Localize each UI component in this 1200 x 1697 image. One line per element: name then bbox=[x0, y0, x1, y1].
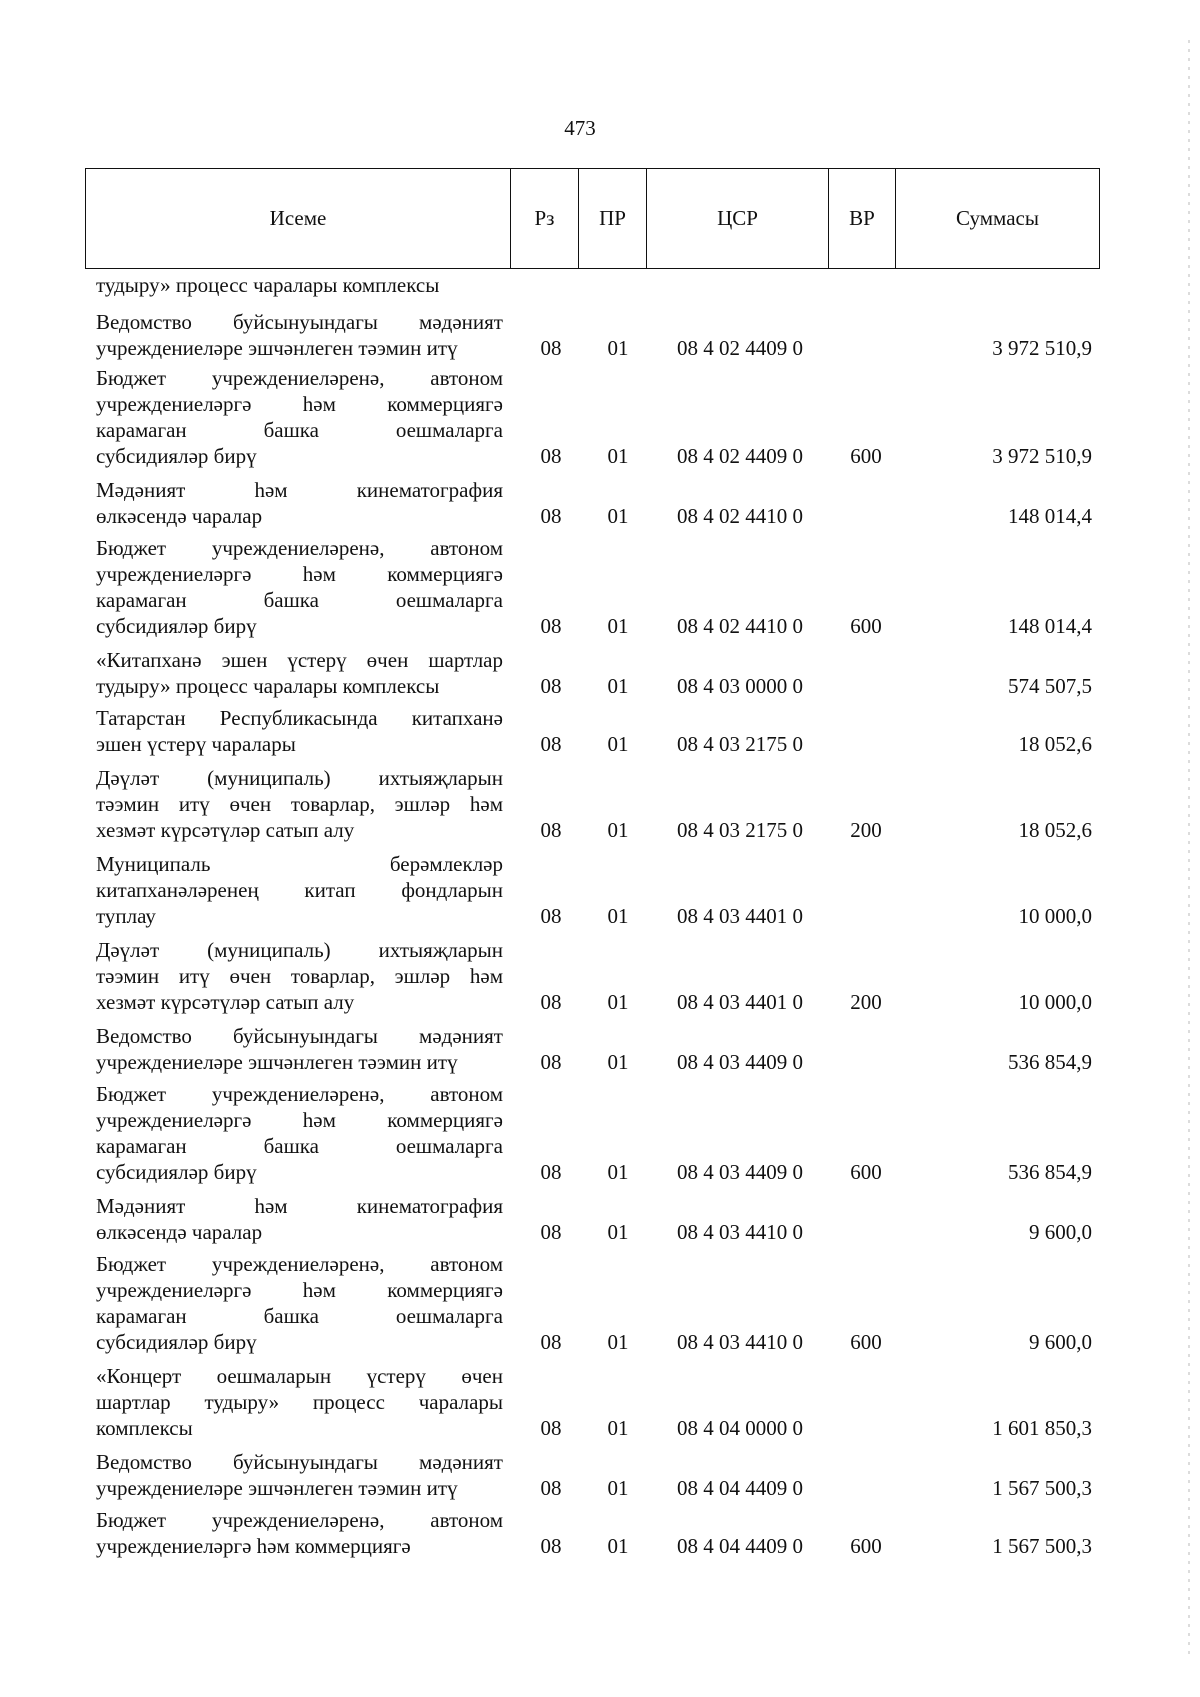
row-name-line: Муниципаль берәмлекләр bbox=[96, 852, 503, 876]
row-name bbox=[96, 1363, 503, 1441]
row-name bbox=[96, 272, 503, 298]
row-rz: 08 bbox=[540, 336, 562, 360]
row-name bbox=[96, 1081, 503, 1185]
row-csr: 08 4 03 2175 0 bbox=[677, 732, 803, 756]
row-name-line: учреждениеләре эшчәнлеген тәэмин итү bbox=[96, 1476, 458, 1500]
row-name-line: Бюджет учреждениеләренә, автоном bbox=[96, 536, 503, 560]
row-rz: 08 bbox=[540, 614, 562, 638]
row-name bbox=[96, 477, 503, 529]
row-rz: 08 bbox=[540, 1476, 562, 1500]
row-rz: 08 bbox=[540, 444, 562, 468]
row-name-line: субсидияләр бирү bbox=[96, 444, 257, 468]
row-csr: 08 4 02 4410 0 bbox=[677, 614, 803, 638]
row-name bbox=[96, 1251, 503, 1355]
row-pr: 01 bbox=[607, 1330, 629, 1354]
row-pr: 01 bbox=[607, 732, 629, 756]
row-name-line: Ведомство буйсынуындагы мәдәният bbox=[96, 1450, 503, 1474]
row-sum: 148 014,4 bbox=[1008, 504, 1092, 528]
row-name-line: учреждениеләре эшчәнлеген тәэмин итү bbox=[96, 1050, 458, 1074]
row-name bbox=[96, 309, 503, 361]
row-name-line: өлкәсендә чаралар bbox=[96, 1220, 263, 1244]
row-pr: 01 bbox=[607, 1050, 629, 1074]
row-sum: 536 854,9 bbox=[1008, 1050, 1092, 1074]
row-pr: 01 bbox=[607, 1220, 629, 1244]
row-vr: 600 bbox=[850, 1534, 882, 1558]
row-name-line: «Китапханә эшен үстерү өчен шартлар bbox=[96, 648, 503, 672]
row-sum: 9 600,0 bbox=[1029, 1220, 1092, 1244]
row-name bbox=[96, 535, 503, 639]
row-vr: 200 bbox=[850, 818, 882, 842]
header-vr: ВР bbox=[829, 169, 896, 268]
row-name-line: субсидияләр бирү bbox=[96, 614, 257, 638]
row-name-line: карамаган башка оешмаларга bbox=[96, 1304, 503, 1328]
row-name-line: Бюджет учреждениеләренә, автоном bbox=[96, 1508, 503, 1532]
row-name-line: учреждениеләргә һәм коммерциягә bbox=[96, 1108, 503, 1132]
row-name-line: субсидияләр бирү bbox=[96, 1330, 257, 1354]
row-sum: 10 000,0 bbox=[1018, 990, 1092, 1014]
row-sum: 3 972 510,9 bbox=[992, 444, 1092, 468]
row-pr: 01 bbox=[607, 336, 629, 360]
row-name bbox=[96, 705, 503, 757]
row-name-line: Мәдәният һәм кинематография bbox=[96, 478, 503, 502]
row-rz: 08 bbox=[540, 674, 562, 698]
row-name-line: субсидияләр бирү bbox=[96, 1160, 257, 1184]
header-name: Исеме bbox=[86, 169, 511, 268]
row-pr: 01 bbox=[607, 904, 629, 928]
row-name bbox=[96, 365, 503, 469]
row-sum: 148 014,4 bbox=[1008, 614, 1092, 638]
row-pr: 01 bbox=[607, 1476, 629, 1500]
row-name bbox=[96, 1193, 503, 1245]
row-name bbox=[96, 937, 503, 1015]
row-rz: 08 bbox=[540, 1050, 562, 1074]
row-csr: 08 4 03 2175 0 bbox=[677, 818, 803, 842]
row-csr: 08 4 02 4409 0 bbox=[677, 444, 803, 468]
row-rz: 08 bbox=[540, 1330, 562, 1354]
row-csr: 08 4 02 4409 0 bbox=[677, 336, 803, 360]
row-name-line: тәэмин итү өчен товарлар, эшләр һәм bbox=[96, 964, 503, 988]
row-sum: 18 052,6 bbox=[1018, 818, 1092, 842]
row-pr: 01 bbox=[607, 1160, 629, 1184]
row-name-line: Татарстан Республикасында китапханә bbox=[96, 706, 503, 730]
row-name-line: учреждениеләре эшчәнлеген тәэмин итү bbox=[96, 336, 458, 360]
row-sum: 9 600,0 bbox=[1029, 1330, 1092, 1354]
row-sum: 10 000,0 bbox=[1018, 904, 1092, 928]
row-pr: 01 bbox=[607, 818, 629, 842]
row-name-line: Ведомство буйсынуындагы мәдәният bbox=[96, 310, 503, 334]
scan-edge-noise bbox=[1188, 40, 1190, 1660]
row-name-line: тәэмин итү өчен товарлар, эшләр һәм bbox=[96, 792, 503, 816]
row-name-line: учреждениеләргә һәм коммерциягә bbox=[96, 392, 503, 416]
row-sum: 1 601 850,3 bbox=[992, 1416, 1092, 1440]
row-csr: 08 4 02 4410 0 bbox=[677, 504, 803, 528]
header-pr: ПР bbox=[579, 169, 647, 268]
row-pr: 01 bbox=[607, 504, 629, 528]
row-name-line: Бюджет учреждениеләренә, автоном bbox=[96, 1252, 503, 1276]
header-sum: Суммасы bbox=[956, 206, 1039, 230]
row-csr: 08 4 03 4410 0 bbox=[677, 1220, 803, 1244]
row-pr: 01 bbox=[607, 444, 629, 468]
row-name-line: комплексы bbox=[96, 1416, 193, 1440]
row-name-line: карамаган башка оешмаларга bbox=[96, 418, 503, 442]
row-name bbox=[96, 1023, 503, 1075]
row-vr: 200 bbox=[850, 990, 882, 1014]
row-rz: 08 bbox=[540, 1416, 562, 1440]
row-pr: 01 bbox=[607, 1416, 629, 1440]
row-csr: 08 4 03 4409 0 bbox=[677, 1050, 803, 1074]
row-name-line: Мәдәният һәм кинематография bbox=[96, 1194, 503, 1218]
row-csr: 08 4 04 0000 0 bbox=[677, 1416, 803, 1440]
row-sum: 3 972 510,9 bbox=[992, 336, 1092, 360]
row-csr: 08 4 03 4401 0 bbox=[677, 990, 803, 1014]
page-number: 473 bbox=[564, 116, 596, 140]
row-sum: 18 052,6 bbox=[1018, 732, 1092, 756]
header-rz: Рз bbox=[511, 169, 579, 268]
row-name-line: шартлар тудыру» процесс чаралары bbox=[96, 1390, 503, 1414]
row-name-line: Дәүләт (муниципаль) ихтыяҗларын bbox=[96, 938, 503, 962]
row-rz: 08 bbox=[540, 1220, 562, 1244]
row-rz: 08 bbox=[540, 818, 562, 842]
row-pr: 01 bbox=[607, 614, 629, 638]
row-name-line: тудыру» процесс чаралары комплексы bbox=[96, 273, 440, 297]
row-rz: 08 bbox=[540, 904, 562, 928]
row-csr: 08 4 03 4401 0 bbox=[677, 904, 803, 928]
row-name-line: Ведомство буйсынуындагы мәдәният bbox=[96, 1024, 503, 1048]
row-name-line: Бюджет учреждениеләренә, автоном bbox=[96, 1082, 503, 1106]
row-name-line: карамаган башка оешмаларга bbox=[96, 588, 503, 612]
row-name-line: «Концерт оешмаларын үстерү өчен bbox=[96, 1364, 503, 1388]
row-name-line: китапханәләренең китап фондларын bbox=[96, 878, 503, 902]
row-name-line: карамаган башка оешмаларга bbox=[96, 1134, 503, 1158]
row-csr: 08 4 03 4409 0 bbox=[677, 1160, 803, 1184]
row-vr: 600 bbox=[850, 614, 882, 638]
row-csr: 08 4 04 4409 0 bbox=[677, 1534, 803, 1558]
row-name bbox=[96, 765, 503, 843]
row-name-line: өлкәсендә чаралар bbox=[96, 504, 263, 528]
row-name-line: хезмәт күрсәтүләр сатып алу bbox=[96, 818, 355, 842]
row-name bbox=[96, 851, 503, 929]
row-name-line: туплау bbox=[96, 904, 156, 928]
row-name-line: учреждениеләргә һәм коммерциягә bbox=[96, 562, 503, 586]
row-rz: 08 bbox=[540, 1160, 562, 1184]
row-vr: 600 bbox=[850, 1160, 882, 1184]
row-sum: 536 854,9 bbox=[1008, 1160, 1092, 1184]
row-name-line: тудыру» процесс чаралары комплексы bbox=[96, 674, 440, 698]
row-rz: 08 bbox=[540, 504, 562, 528]
row-name-line: хезмәт күрсәтүләр сатып алу bbox=[96, 990, 355, 1014]
row-pr: 01 bbox=[607, 674, 629, 698]
row-pr: 01 bbox=[607, 990, 629, 1014]
row-name bbox=[96, 647, 503, 699]
row-csr: 08 4 03 0000 0 bbox=[677, 674, 803, 698]
row-sum: 1 567 500,3 bbox=[992, 1476, 1092, 1500]
row-name-line: Дәүләт (муниципаль) ихтыяҗларын bbox=[96, 766, 503, 790]
row-rz: 08 bbox=[540, 732, 562, 756]
row-name-line: Бюджет учреждениеләренә, автоном bbox=[96, 366, 503, 390]
header-csr: ЦСР bbox=[647, 169, 829, 268]
row-name-line: учреждениеләргә һәм коммерциягә bbox=[96, 1534, 411, 1558]
row-name-line: эшен үстерү чаралары bbox=[96, 732, 296, 756]
row-sum: 1 567 500,3 bbox=[992, 1534, 1092, 1558]
row-name bbox=[96, 1449, 503, 1501]
row-rz: 08 bbox=[540, 990, 562, 1014]
row-name bbox=[96, 1507, 503, 1559]
row-vr: 600 bbox=[850, 444, 882, 468]
row-sum: 574 507,5 bbox=[1008, 674, 1092, 698]
row-vr: 600 bbox=[850, 1330, 882, 1354]
row-csr: 08 4 03 4410 0 bbox=[677, 1330, 803, 1354]
row-pr: 01 bbox=[607, 1534, 629, 1558]
row-rz: 08 bbox=[540, 1534, 562, 1558]
row-name-line: учреждениеләргә һәм коммерциягә bbox=[96, 1278, 503, 1302]
row-csr: 08 4 04 4409 0 bbox=[677, 1476, 803, 1500]
